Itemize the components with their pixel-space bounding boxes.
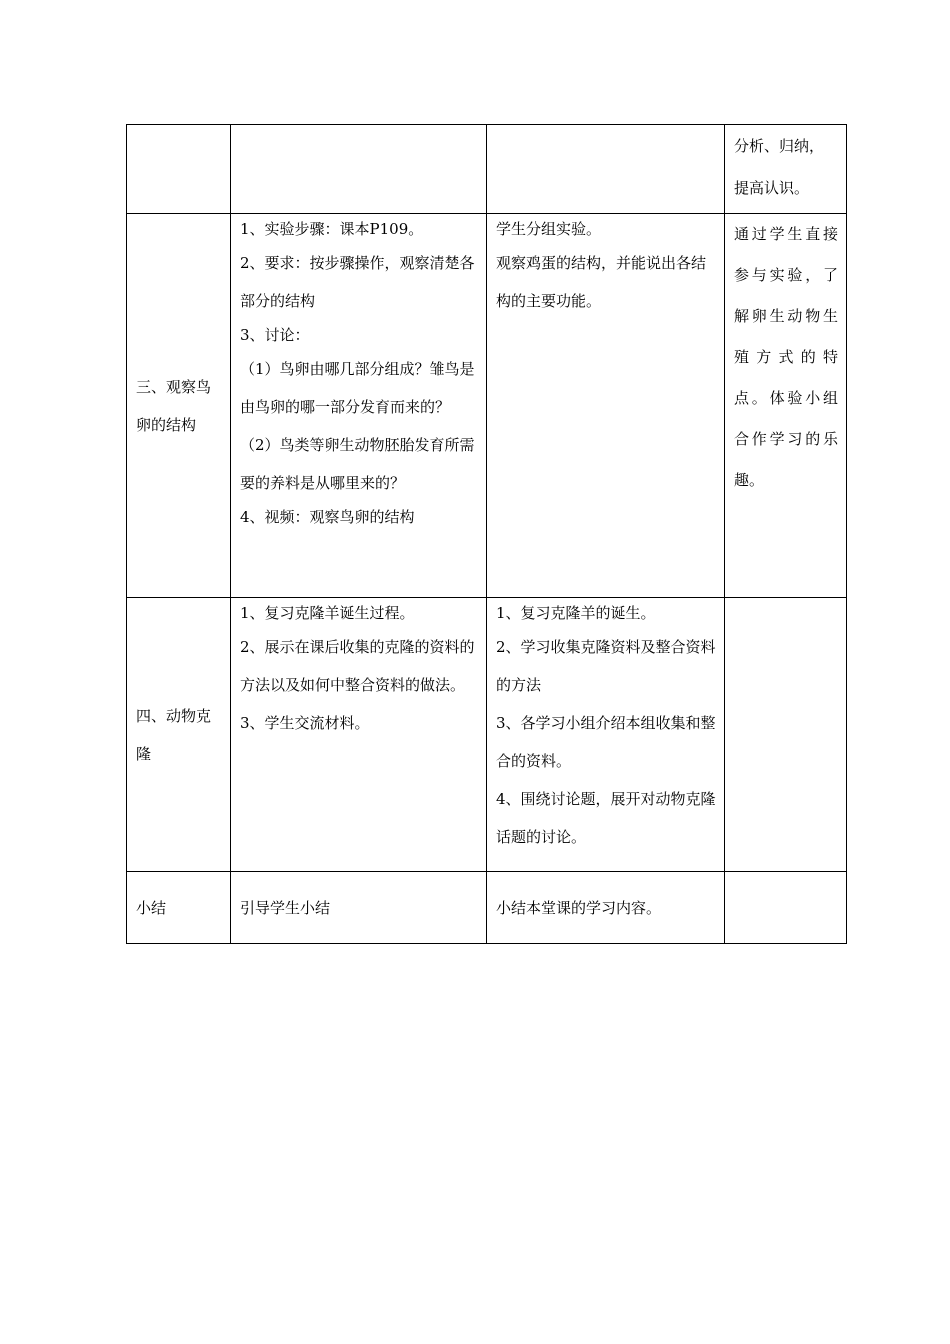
stage-cell: 小结 bbox=[127, 872, 231, 944]
student-activity-cell: 小结本堂课的学习内容。 bbox=[487, 872, 725, 944]
student-line: 学生分组实验。 bbox=[496, 220, 602, 238]
teacher-line: 1、复习克隆羊诞生过程。 bbox=[240, 604, 415, 622]
table-row bbox=[127, 125, 847, 214]
lesson-plan-table bbox=[126, 124, 847, 944]
intent-text: 通过学生直接参与实验，了解卵生动物生殖方式的特点。体验小组合作学习的乐趣。 bbox=[734, 225, 838, 489]
teacher-line: （2）鸟类等卵生动物胚胎发育所需要的养料是从哪里来的？ bbox=[240, 436, 475, 492]
table-row bbox=[127, 872, 847, 944]
teacher-line: 3、讨论： bbox=[240, 326, 310, 344]
design-intent-cell bbox=[725, 872, 847, 944]
stage-cell: 四、动物克隆 bbox=[127, 598, 231, 872]
stage-cell bbox=[127, 125, 231, 214]
teacher-activity-cell bbox=[231, 214, 487, 598]
student-activity-cell bbox=[487, 125, 725, 214]
intent-line: 提高认识。 bbox=[734, 179, 810, 197]
design-intent-cell bbox=[725, 125, 847, 214]
student-line: 1、复习克隆羊的诞生。 bbox=[496, 604, 656, 622]
teacher-activity-cell bbox=[231, 125, 487, 214]
teacher-activity-cell bbox=[231, 598, 487, 872]
teacher-line: 1、实验步骤：课本P109。 bbox=[240, 220, 424, 238]
design-intent-cell bbox=[725, 214, 847, 598]
student-line: 4、围绕讨论题，展开对动物克隆话题的讨论。 bbox=[496, 790, 716, 846]
student-line: 观察鸡蛋的结构，并能说出各结构的主要功能。 bbox=[496, 254, 707, 310]
teacher-line: 2、要求：按步骤操作，观察清楚各部分的结构 bbox=[240, 254, 475, 310]
teacher-activity-cell: 引导学生小结 bbox=[231, 872, 487, 944]
student-activity-cell bbox=[487, 214, 725, 598]
teacher-line: 3、学生交流材料。 bbox=[240, 714, 370, 732]
student-line: 2、学习收集克隆资料及整合资料的方法 bbox=[496, 638, 716, 694]
table-row bbox=[127, 214, 847, 598]
table-row bbox=[127, 598, 847, 872]
stage-cell: 三、观察鸟卵的结构 bbox=[127, 214, 231, 598]
intent-line: 分析、归纳， bbox=[734, 137, 825, 155]
teacher-line: 4、视频：观察鸟卵的结构 bbox=[240, 508, 415, 526]
student-activity-cell bbox=[487, 598, 725, 872]
design-intent-cell bbox=[725, 598, 847, 872]
teacher-line: 2、展示在课后收集的克隆的资料的方法以及如何中整合资料的做法。 bbox=[240, 638, 475, 694]
student-line: 3、各学习小组介绍本组收集和整合的资料。 bbox=[496, 714, 716, 770]
teacher-line: （1）鸟卵由哪几部分组成？雏鸟是由鸟卵的哪一部分发育而来的？ bbox=[240, 360, 475, 416]
